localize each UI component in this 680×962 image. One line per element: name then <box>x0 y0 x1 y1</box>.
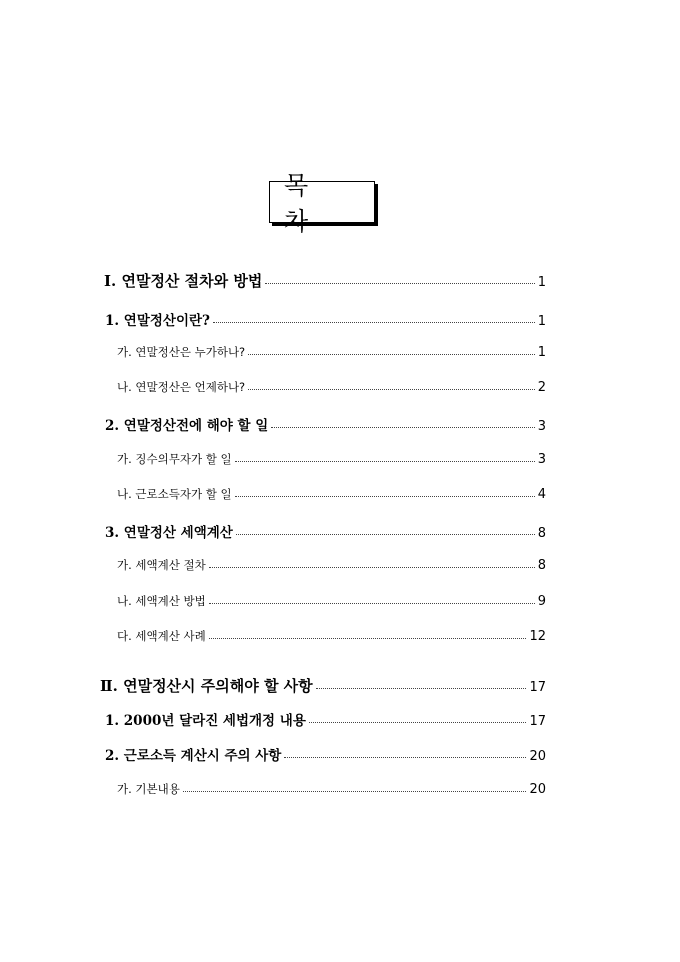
toc-entry-label: 1. 2000년 달라진 세법개정 내용 <box>105 713 306 729</box>
toc-entry-1-1[interactable] <box>105 309 546 329</box>
leader-dots <box>209 638 527 639</box>
toc-page-number: 2 <box>537 380 546 395</box>
toc-entry-2-2-ga[interactable] <box>117 781 546 797</box>
toc-entry-section-2[interactable] <box>100 675 546 696</box>
leader-dots <box>183 791 527 792</box>
toc-entry-label: 3. 연말정산 세액계산 <box>105 525 233 541</box>
toc-entry-section-1[interactable] <box>104 270 546 291</box>
leader-dots <box>235 461 535 462</box>
leader-dots <box>316 688 527 689</box>
toc-entry-label: 가. 세액계산 절차 <box>117 558 206 572</box>
leader-dots <box>235 496 535 497</box>
toc-entry-1-1-ga[interactable] <box>117 344 546 360</box>
toc-entry-label: 가. 징수의무자가 할 일 <box>117 452 232 466</box>
toc-entry-label: 2. 근로소득 계산시 주의 사항 <box>105 748 282 764</box>
toc-page-number: 1 <box>537 345 546 360</box>
toc-entry-label: 1. 연말정산이란? <box>105 313 210 329</box>
toc-entry-label: 2. 연말정산전에 해야 할 일 <box>105 418 269 434</box>
leader-dots <box>236 534 535 535</box>
toc-entry-1-2-na[interactable] <box>117 486 546 502</box>
leader-dots <box>248 354 535 355</box>
toc-entry-2-1[interactable] <box>105 709 546 729</box>
leader-dots <box>284 757 526 758</box>
leader-dots <box>209 567 535 568</box>
toc-page-number: 1 <box>537 275 546 290</box>
leader-dots <box>209 603 535 604</box>
toc-page-number: 20 <box>529 749 546 764</box>
leader-dots <box>248 389 535 390</box>
toc-entry-1-3-da[interactable] <box>117 628 546 644</box>
leader-dots <box>213 322 535 323</box>
toc-entry-label: Ⅰ. 연말정산 절차와 방법 <box>104 272 263 290</box>
toc-entry-label: 나. 연말정산은 언제하나? <box>117 380 246 394</box>
toc-entry-label: 나. 세액계산 방법 <box>117 594 206 608</box>
toc-entry-label: 가. 기본내용 <box>117 782 180 796</box>
toc-page-number: 8 <box>537 526 546 541</box>
toc-page-number: 4 <box>537 487 546 502</box>
toc-page-number: 12 <box>529 629 546 644</box>
toc-page-number: 1 <box>537 314 546 329</box>
toc-page-number: 9 <box>537 594 546 609</box>
toc-entry-label: 가. 연말정산은 누가하나? <box>117 345 246 359</box>
toc-entry-1-1-na[interactable] <box>117 379 546 395</box>
toc-page-number: 3 <box>537 419 546 434</box>
toc-page-number: 3 <box>537 452 546 467</box>
toc-entry-label: Ⅱ. 연말정산시 주의해야 할 사항 <box>100 677 313 695</box>
toc-entry-1-3-na[interactable] <box>117 593 546 609</box>
toc-entry-1-2-ga[interactable] <box>117 451 546 467</box>
toc-entry-1-3[interactable] <box>105 521 546 541</box>
toc-page-number: 20 <box>529 782 546 797</box>
toc-page-number: 8 <box>537 558 546 573</box>
leader-dots <box>271 427 534 428</box>
toc-entry-label: 나. 근로소득자가 할 일 <box>117 487 232 501</box>
leader-dots <box>309 722 527 723</box>
toc-entry-2-2[interactable] <box>105 744 546 764</box>
toc-entry-1-3-ga[interactable] <box>117 557 546 573</box>
toc-entry-1-2[interactable] <box>105 414 546 434</box>
toc-page-number: 17 <box>529 680 546 695</box>
leader-dots <box>265 283 534 284</box>
toc-page-number: 17 <box>529 714 546 729</box>
toc-title: 목 차 <box>269 181 375 223</box>
toc-entry-label: 다. 세액계산 사례 <box>117 629 206 643</box>
